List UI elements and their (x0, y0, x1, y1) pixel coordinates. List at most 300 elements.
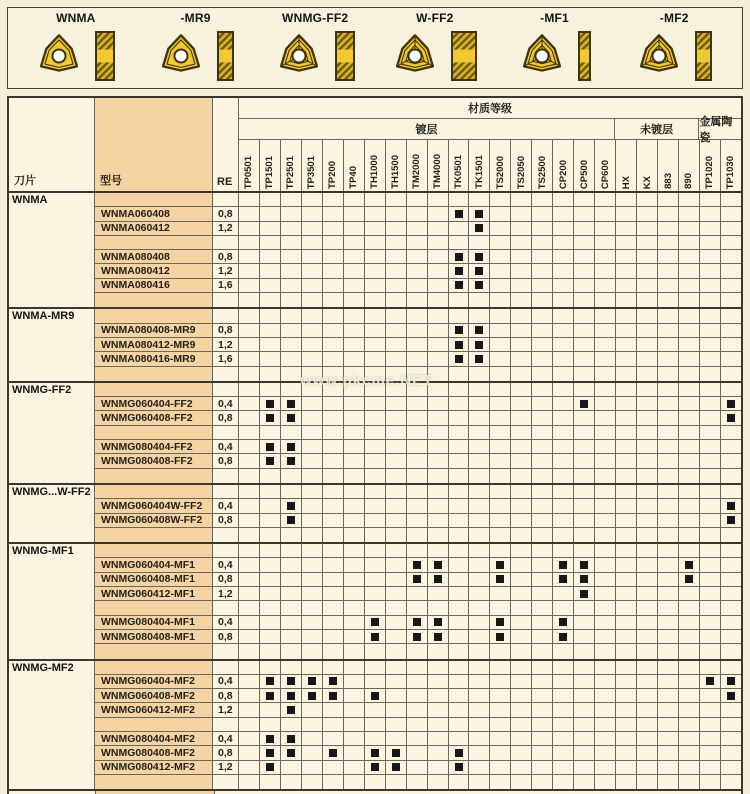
grade-cell (281, 703, 302, 717)
grade-cell (239, 383, 260, 397)
grade-cell (700, 279, 721, 293)
grade-cell (260, 352, 281, 366)
grade-cell (428, 454, 449, 468)
re-cell (213, 236, 239, 250)
grade-cell (365, 689, 386, 703)
grade-cell (449, 601, 470, 615)
grade-cell (239, 193, 260, 207)
grade-cell (281, 440, 302, 454)
grade-cell (260, 661, 281, 675)
grade-cell (449, 352, 470, 366)
grade-cell (344, 746, 365, 760)
grade-cell (574, 514, 595, 528)
insert-variant-label: -MR9 (180, 11, 211, 25)
grade-cell (721, 544, 741, 558)
grade-cell (239, 207, 260, 221)
grade-cell (302, 264, 323, 278)
grade-cell (532, 264, 553, 278)
grade-cell (469, 485, 490, 499)
grade-cell (511, 775, 532, 789)
re-cell: 0,8 (213, 689, 239, 703)
grade-cell (323, 528, 344, 542)
grade-cell (449, 426, 470, 440)
grade-cell (511, 718, 532, 732)
grade-cell (574, 193, 595, 207)
re-cell: 1,2 (213, 338, 239, 352)
grade-cell (679, 309, 700, 323)
grade-cell (616, 746, 637, 760)
grade-cell (365, 499, 386, 513)
grade-cell (511, 324, 532, 338)
grade-cell (490, 675, 511, 689)
grade-cell (679, 703, 700, 717)
grade-column-label: TH1000 (369, 155, 381, 189)
grade-mark (266, 457, 274, 465)
grade-cell (239, 499, 260, 513)
table-row (95, 499, 741, 513)
grade-cell (469, 338, 490, 352)
grade-cell (511, 236, 532, 250)
grade-cell (260, 293, 281, 307)
grade-cell (386, 207, 407, 221)
grade-cell (428, 732, 449, 746)
section-rows (95, 383, 741, 483)
insert-section (9, 383, 741, 485)
grade-cell (386, 193, 407, 207)
grade-cell (281, 222, 302, 236)
grade-mark (371, 692, 379, 700)
grade-cell (532, 746, 553, 760)
grade-cell (428, 689, 449, 703)
grade-cell (616, 324, 637, 338)
grade-cell (239, 279, 260, 293)
grade-cell (239, 250, 260, 264)
grade-cell (658, 250, 679, 264)
grade-cell (428, 703, 449, 717)
grade-cell (449, 367, 470, 381)
grade-cell (700, 718, 721, 732)
grade-mark (455, 355, 463, 363)
grade-cell (679, 761, 700, 775)
grade-cell (574, 352, 595, 366)
insert-shape-icon (158, 33, 204, 79)
grade-cell (532, 616, 553, 630)
grade-cell (281, 775, 302, 789)
re-cell: 0,8 (213, 454, 239, 468)
re-cell: 0,8 (213, 573, 239, 587)
grade-cell (365, 426, 386, 440)
grade-cell (260, 544, 281, 558)
grade-cell (428, 718, 449, 732)
grade-cell (428, 426, 449, 440)
re-cell: 0,4 (213, 440, 239, 454)
grade-cell (365, 630, 386, 644)
table-row (95, 601, 741, 615)
model-cell: WNMG060404-MF1 (95, 558, 213, 572)
model-cell: WNMG080408-MF2 (95, 746, 213, 760)
grade-cell (574, 558, 595, 572)
re-cell: 1,2 (213, 761, 239, 775)
insert-side-view-icon (95, 31, 115, 81)
grade-cell (469, 689, 490, 703)
grade-cell (574, 675, 595, 689)
grade-cell (616, 279, 637, 293)
grade-cell (323, 426, 344, 440)
grade-cell (449, 338, 470, 352)
grade-mark (287, 443, 295, 451)
grade-column-label: TP3501 (306, 155, 318, 189)
insert-variant-label: -MF2 (659, 11, 689, 25)
grade-cell (658, 499, 679, 513)
grade-mark (475, 341, 483, 349)
grade-column-label: TM2000 (411, 154, 423, 189)
grade-cell (428, 661, 449, 675)
grade-cell (637, 279, 658, 293)
grade-cell (365, 514, 386, 528)
grade-cell (428, 193, 449, 207)
grade-cell (532, 309, 553, 323)
grade-cell (281, 397, 302, 411)
grade-cell (365, 222, 386, 236)
grade-cell (616, 675, 637, 689)
grade-mark (455, 267, 463, 275)
grade-cell (595, 264, 616, 278)
grade-cell (344, 601, 365, 615)
grade-cell (428, 630, 449, 644)
grade-cell (490, 573, 511, 587)
grade-cell (700, 485, 721, 499)
grade-cell (595, 761, 616, 775)
grade-cell (323, 222, 344, 236)
grade-cell (616, 630, 637, 644)
section-rows (95, 193, 741, 307)
table-row (95, 293, 741, 307)
grade-cell (490, 746, 511, 760)
grade-cell (344, 689, 365, 703)
grade-cell (637, 293, 658, 307)
grade-cell (721, 732, 741, 746)
grade-cell (407, 367, 428, 381)
grade-cell (553, 485, 574, 499)
grade-mark (475, 267, 483, 275)
grade-column-header (344, 140, 365, 191)
grade-cell (386, 528, 407, 542)
grade-cell (553, 746, 574, 760)
grade-cell (365, 193, 386, 207)
grade-cell (344, 222, 365, 236)
section-rows (95, 544, 741, 658)
grade-cell (679, 454, 700, 468)
grade-cell (637, 469, 658, 483)
grade-cell (637, 587, 658, 601)
grade-cell (574, 601, 595, 615)
grade-cell (490, 558, 511, 572)
grade-mark (475, 210, 483, 218)
grade-cell (658, 207, 679, 221)
model-cell: WNMA060412 (95, 222, 213, 236)
grade-cell (532, 528, 553, 542)
grade-cell (490, 309, 511, 323)
grade-column-label: CP200 (557, 159, 569, 189)
grade-cell (595, 587, 616, 601)
grade-cell (490, 426, 511, 440)
grade-cell (281, 661, 302, 675)
grade-cell (260, 338, 281, 352)
grade-cell (239, 222, 260, 236)
grade-mark (287, 677, 295, 685)
insert-graphics (276, 26, 355, 85)
grade-cell (428, 309, 449, 323)
grade-cell (386, 558, 407, 572)
grade-cell (365, 236, 386, 250)
grade-cell (407, 454, 428, 468)
grade-cell (344, 544, 365, 558)
grade-cell (721, 193, 741, 207)
grade-cell (553, 616, 574, 630)
grade-cell (449, 558, 470, 572)
grade-cell (281, 264, 302, 278)
grade-cell (532, 454, 553, 468)
grade-cell (532, 338, 553, 352)
grade-cell (323, 485, 344, 499)
grade-cell (469, 703, 490, 717)
model-cell (95, 644, 213, 658)
grade-cell (344, 499, 365, 513)
grade-cell (574, 207, 595, 221)
grade-cell (532, 558, 553, 572)
grade-cell (469, 661, 490, 675)
grade-cell (239, 761, 260, 775)
grade-cell (469, 616, 490, 630)
grade-cell (469, 222, 490, 236)
grade-cell (595, 352, 616, 366)
grade-cell (302, 644, 323, 658)
table-row (95, 397, 741, 411)
grade-mark (580, 400, 588, 408)
grade-cell (574, 454, 595, 468)
grade-cell (637, 485, 658, 499)
grade-group-label: 金属陶瓷 (699, 116, 733, 144)
grade-cell (658, 661, 679, 675)
grade-cell (595, 573, 616, 587)
grade-cell (721, 352, 741, 366)
grade-mark (371, 633, 379, 641)
grade-cell (637, 616, 658, 630)
grade-mark (266, 735, 274, 743)
grade-cell (553, 426, 574, 440)
grade-cell (407, 718, 428, 732)
grade-cell (281, 499, 302, 513)
grade-cell (386, 236, 407, 250)
grade-cell (323, 761, 344, 775)
grade-cell (532, 675, 553, 689)
grade-column-label: TP2501 (285, 155, 297, 189)
re-cell (213, 469, 239, 483)
grade-cell (595, 558, 616, 572)
grade-cell (365, 485, 386, 499)
grade-cell (407, 426, 428, 440)
grade-cell (344, 352, 365, 366)
grade-cell (700, 644, 721, 658)
grade-cell (428, 558, 449, 572)
grade-cell (239, 616, 260, 630)
table-row (95, 440, 741, 454)
grade-cell (658, 775, 679, 789)
grade-cell (721, 454, 741, 468)
grade-cell (679, 338, 700, 352)
grade-mark (329, 692, 337, 700)
grade-mark (559, 633, 567, 641)
grade-cell (679, 207, 700, 221)
insert-graphics (36, 26, 115, 85)
grade-cell (344, 397, 365, 411)
grade-cell (428, 514, 449, 528)
grade-cell (553, 309, 574, 323)
grade-mark (287, 516, 295, 524)
grade-cell (574, 222, 595, 236)
grade-cell (302, 469, 323, 483)
grade-cell (428, 367, 449, 381)
grade-cell (302, 222, 323, 236)
grade-cell (365, 367, 386, 381)
grade-cell (386, 222, 407, 236)
grade-cell (511, 675, 532, 689)
grade-column-header (428, 140, 449, 191)
grade-cell (449, 293, 470, 307)
grade-cell (658, 616, 679, 630)
grade-cell (574, 440, 595, 454)
grade-mark (266, 692, 274, 700)
grade-cell (595, 703, 616, 717)
grade-cell (511, 544, 532, 558)
grade-cell (532, 499, 553, 513)
grade-mark (413, 575, 421, 583)
grade-cell (490, 250, 511, 264)
grade-mark (287, 400, 295, 408)
grade-mark (287, 457, 295, 465)
grade-cell (302, 338, 323, 352)
model-cell: WNMG060404W-FF2 (95, 499, 213, 513)
grade-cell (281, 558, 302, 572)
grade-cell (490, 703, 511, 717)
grade-cell (511, 630, 532, 644)
grade-cell (344, 236, 365, 250)
grade-cell (239, 644, 260, 658)
grade-cell (658, 411, 679, 425)
grade-cell (553, 279, 574, 293)
grade-cell (658, 746, 679, 760)
grade-cell (302, 367, 323, 381)
re-cell: 0,4 (213, 397, 239, 411)
grade-cell (449, 573, 470, 587)
grade-cell (344, 411, 365, 425)
grade-cell (721, 616, 741, 630)
grade-cell (553, 352, 574, 366)
grade-mark (371, 618, 379, 626)
grade-column-label: CP500 (578, 159, 590, 189)
grade-cell (407, 207, 428, 221)
re-cell: 0,8 (213, 250, 239, 264)
grade-cell (616, 207, 637, 221)
grade-cell (616, 499, 637, 513)
grade-mark (727, 692, 735, 700)
grade-cell (344, 264, 365, 278)
grade-cell (260, 718, 281, 732)
table-row (95, 279, 741, 293)
grade-cell (260, 558, 281, 572)
model-cell: WNMG060412-MF2 (95, 703, 213, 717)
grade-cell (616, 775, 637, 789)
grade-cell (365, 264, 386, 278)
grade-cell (407, 250, 428, 264)
grade-cell (616, 661, 637, 675)
grade-cell (637, 309, 658, 323)
grade-cell (658, 761, 679, 775)
grade-cell (721, 411, 741, 425)
grade-cell (574, 732, 595, 746)
grade-cell (700, 207, 721, 221)
grade-cell (721, 293, 741, 307)
grade-cell (574, 338, 595, 352)
grade-cell (574, 661, 595, 675)
grade-cell (574, 250, 595, 264)
re-cell (213, 644, 239, 658)
grade-cell (511, 250, 532, 264)
grade-cell (239, 397, 260, 411)
grade-cell (449, 440, 470, 454)
grade-cell (260, 761, 281, 775)
grade-column-label: TP1020 (704, 155, 716, 189)
grade-cell (302, 207, 323, 221)
grade-cell (302, 293, 323, 307)
grade-cell (386, 293, 407, 307)
grade-column-label: 883 (662, 173, 674, 189)
grade-cell (595, 222, 616, 236)
grade-cell (449, 279, 470, 293)
grade-column-label: TP200 (327, 161, 339, 189)
grade-cell (658, 279, 679, 293)
grade-cell (658, 440, 679, 454)
grade-cell (490, 761, 511, 775)
grade-cell (679, 514, 700, 528)
grade-cell (679, 587, 700, 601)
grade-cell (323, 746, 344, 760)
grade-cell (511, 732, 532, 746)
insert-graphics (519, 26, 591, 85)
re-cell (213, 485, 239, 499)
grade-cell (553, 193, 574, 207)
re-cell: 0,4 (213, 732, 239, 746)
grade-cell (658, 689, 679, 703)
grade-cell (616, 587, 637, 601)
grade-cell (679, 499, 700, 513)
grade-cell (595, 499, 616, 513)
model-cell: WNMA080408 (95, 250, 213, 264)
grade-mark (287, 414, 295, 422)
grade-cell (428, 573, 449, 587)
grade-cell (428, 383, 449, 397)
grade-cell (281, 587, 302, 601)
grade-cell (490, 528, 511, 542)
grade-mark (434, 575, 442, 583)
grade-cell (679, 544, 700, 558)
grade-cell (700, 250, 721, 264)
grade-cell (323, 514, 344, 528)
grade-cell (637, 207, 658, 221)
grade-cell (407, 616, 428, 630)
grade-cell (700, 193, 721, 207)
grade-cell (386, 644, 407, 658)
